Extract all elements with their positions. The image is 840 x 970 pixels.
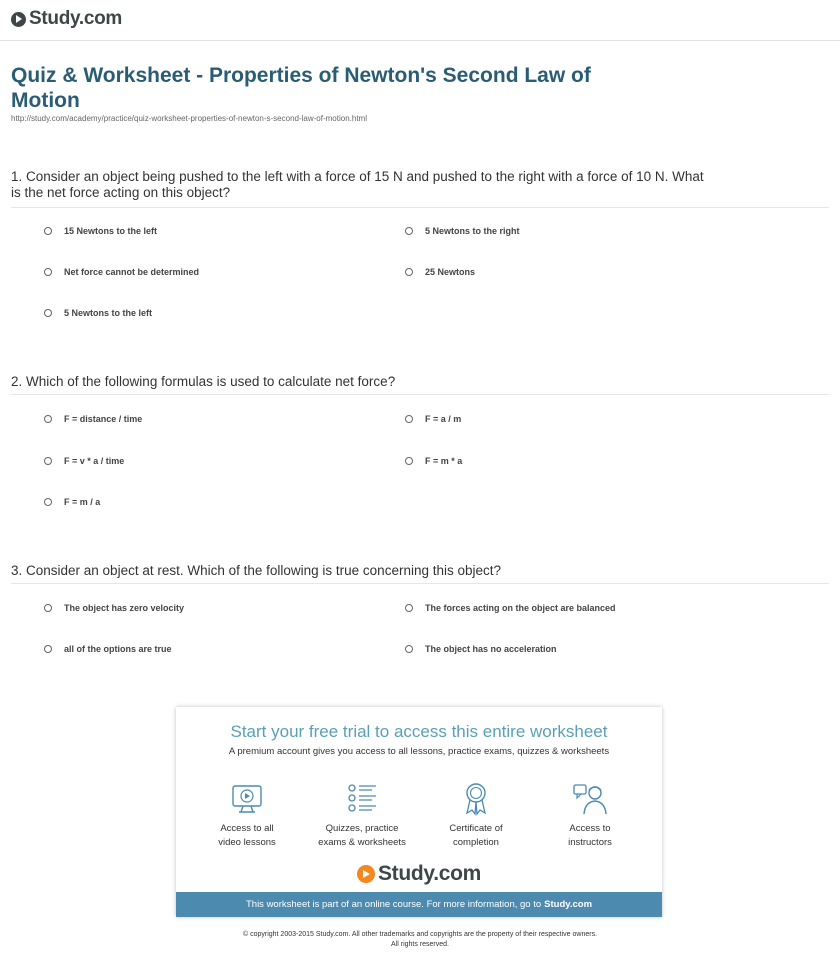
page-title: Quiz & Worksheet - Properties of Newton's Second Law of Motion — [11, 64, 591, 112]
question-3-text: 3. Consider an object at rest. Which of the following is true concerning this object? — [11, 563, 502, 578]
course-info-bar — [176, 892, 662, 917]
feature-certificate — [426, 781, 526, 850]
promo-logo[interactable] — [176, 862, 662, 886]
question-2-option-e[interactable] — [44, 497, 100, 507]
quiz-list-icon — [344, 781, 380, 817]
option-label: all of the options are true — [64, 644, 172, 654]
radio-button[interactable] — [44, 645, 52, 653]
radio-button[interactable] — [405, 457, 413, 465]
option-label: 5 Newtons to the right — [425, 226, 520, 236]
course-info-text: This worksheet is part of an online course. For more information, go to — [245, 899, 542, 910]
copyright-line: © copyright 2003-2015 Study.com. All other trademarks and copyrights are the property of their respective owners. — [242, 931, 598, 938]
radio-button[interactable] — [44, 457, 52, 465]
option-label: Net force cannot be determined — [64, 267, 200, 277]
radio-button[interactable] — [44, 415, 52, 423]
option-label: F = m * a — [425, 456, 463, 466]
option-label: F = distance / time — [64, 414, 143, 424]
radio-button[interactable] — [44, 604, 52, 612]
radio-button[interactable] — [405, 268, 413, 276]
question-1-option-b[interactable] — [405, 226, 520, 236]
radio-button[interactable] — [44, 498, 52, 506]
question-1-option-d[interactable] — [405, 267, 475, 277]
feature-label: Quizzes, practice exams & worksheets — [318, 823, 406, 848]
copyright-footer — [0, 930, 840, 950]
question-1-divider — [11, 207, 829, 208]
option-label: 15 Newtons to the left — [64, 226, 158, 236]
feature-instructors — [540, 781, 640, 850]
page-url: http://study.com/academy/practice/quiz-worksheet-properties-of-newton-s-second-law-of-motion.html — [11, 114, 367, 123]
question-3-option-d[interactable] — [405, 644, 557, 654]
feature-label: Access to instructors — [568, 823, 612, 848]
radio-button[interactable] — [405, 415, 413, 423]
promo-subheading: A premium account gives you access to all lessons, practice exams, quizzes & worksheets — [228, 746, 610, 757]
question-2-option-c[interactable] — [44, 456, 124, 466]
radio-button[interactable] — [44, 309, 52, 317]
certificate-icon — [458, 781, 494, 817]
question-3-option-c[interactable] — [44, 644, 172, 654]
radio-button[interactable] — [405, 604, 413, 612]
question-1-option-a[interactable] — [44, 226, 157, 236]
option-label: The forces acting on the object are balanced — [425, 603, 616, 613]
rights-line: All rights reserved. — [391, 941, 449, 948]
feature-quizzes — [312, 781, 412, 850]
option-label: The object has zero velocity — [64, 603, 185, 613]
question-2-option-a[interactable] — [44, 414, 142, 424]
radio-button[interactable] — [44, 227, 52, 235]
question-1-text: 1. Consider an object being pushed to the left with a force of 15 N and pushed to the right with a force of 10 N. What is the net force acting on this object? — [11, 169, 704, 200]
option-label: 5 Newtons to the left — [64, 308, 153, 318]
question-2-text: 2. Which of the following formulas is used to calculate net force? — [11, 374, 396, 389]
promo-heading: Start your free trial to access this entire worksheet — [230, 722, 608, 741]
question-3-option-b[interactable] — [405, 603, 616, 613]
option-label: 25 Newtons — [425, 267, 476, 277]
feature-label: Access to all video lessons — [218, 823, 276, 848]
play-logo-icon — [357, 865, 375, 883]
video-lesson-icon — [229, 781, 265, 817]
question-3-option-a[interactable] — [44, 603, 184, 613]
question-2-option-b[interactable] — [405, 414, 461, 424]
option-label: F = a / m — [425, 414, 462, 424]
free-trial-promo — [176, 707, 662, 917]
feature-label: Certificate of completion — [449, 823, 503, 848]
header-divider — [0, 40, 840, 41]
instructor-icon — [572, 781, 608, 817]
option-label: F = v * a / time — [64, 456, 125, 466]
play-logo-icon — [11, 12, 26, 27]
question-1-option-c[interactable] — [44, 267, 199, 277]
logo-text: Study.com — [29, 8, 123, 29]
radio-button[interactable] — [405, 227, 413, 235]
option-label: F = m / a — [64, 497, 101, 507]
logo-text: Study.com — [377, 862, 482, 885]
feature-video-lessons — [197, 781, 297, 850]
question-2-option-d[interactable] — [405, 456, 462, 466]
option-label: The object has no acceleration — [425, 644, 557, 654]
question-1-option-e[interactable] — [44, 308, 152, 318]
course-info-link[interactable]: Study.com — [544, 899, 593, 910]
header-logo[interactable] — [11, 8, 122, 30]
radio-button[interactable] — [44, 268, 52, 276]
radio-button[interactable] — [405, 645, 413, 653]
question-3-divider — [11, 583, 829, 584]
question-2-divider — [11, 394, 829, 395]
